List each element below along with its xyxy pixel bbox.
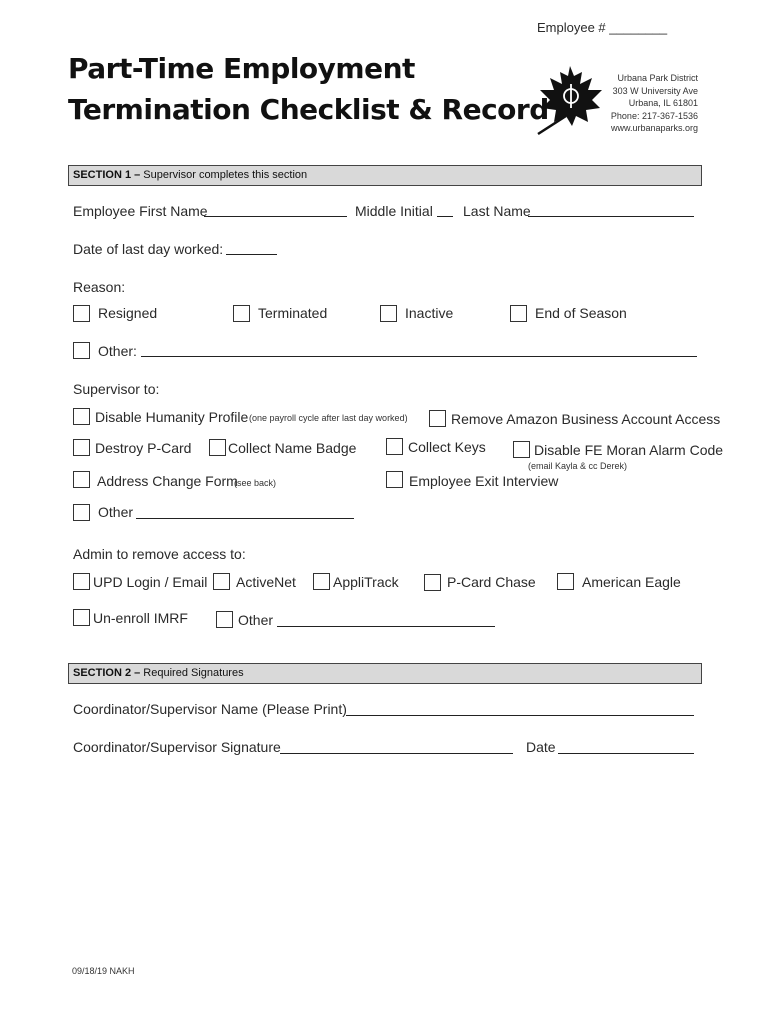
supervisor-to-label: Supervisor to:: [73, 381, 160, 397]
reason-label: Reason:: [73, 279, 126, 295]
reason-end-of-season-checkbox[interactable]: [510, 305, 527, 322]
date-label: Date: [526, 739, 556, 755]
page-title-line1: Part-Time Employment: [68, 52, 415, 85]
first-name-field[interactable]: [204, 216, 347, 217]
supervisor-name-label: Coordinator/Supervisor Name (Please Print): [73, 701, 347, 717]
remove-amazon-label: Remove Amazon Business Account Access: [451, 411, 721, 427]
employee-number-label: Employee # ________: [537, 20, 668, 35]
admin-activenet-label: ActiveNet: [236, 574, 296, 590]
disable-alarm-checkbox[interactable]: [513, 441, 530, 458]
alarm-note: (email Kayla & cc Derek): [528, 461, 628, 471]
org-contact-block: [590, 72, 698, 135]
unenroll-imrf-label: Un-enroll IMRF: [93, 610, 188, 626]
section-2-description: Required Signatures: [140, 667, 244, 679]
reason-other-checkbox[interactable]: [73, 342, 90, 359]
section-1-description: Supervisor completes this section: [140, 169, 308, 181]
page-title-line2: Termination Checklist & Record: [68, 93, 549, 126]
admin-american-eagle-label: American Eagle: [582, 574, 681, 590]
supervisor-signature-label: Coordinator/Supervisor Signature: [73, 739, 281, 755]
admin-pcard-chase-label: P-Card Chase: [447, 574, 536, 590]
supervisor-other-checkbox[interactable]: [73, 504, 90, 521]
reason-terminated-checkbox[interactable]: [233, 305, 250, 322]
unenroll-imrf-checkbox[interactable]: [73, 609, 90, 626]
collect-badge-checkbox[interactable]: [209, 439, 226, 456]
middle-initial-label: Middle Initial: [355, 203, 433, 219]
org-address: 303 W University Ave: [612, 85, 698, 96]
org-city: Urbana, IL 61801: [628, 98, 698, 108]
admin-applitrack-label: AppliTrack: [333, 574, 399, 590]
reason-inactive-checkbox[interactable]: [380, 305, 397, 322]
admin-label: Admin to remove access to:: [73, 546, 246, 562]
section-1-label: SECTION 1 –: [73, 169, 141, 181]
admin-american-eagle-checkbox[interactable]: [557, 573, 574, 590]
disable-alarm-label: Disable FE Moran Alarm Code: [534, 442, 724, 458]
collect-keys-label: Collect Keys: [408, 439, 486, 455]
admin-upd-login-label: UPD Login / Email: [93, 574, 208, 590]
admin-applitrack-checkbox[interactable]: [313, 573, 330, 590]
reason-resigned-checkbox[interactable]: [73, 305, 90, 322]
org-phone: Phone: 217-367-1536: [610, 110, 698, 121]
reason-terminated-label: Terminated: [258, 305, 328, 321]
org-name: Urbana Park District: [617, 73, 698, 83]
middle-initial-field[interactable]: [437, 216, 453, 217]
admin-activenet-checkbox[interactable]: [213, 573, 230, 590]
supervisor-other-field[interactable]: [136, 518, 354, 519]
reason-inactive-label: Inactive: [405, 305, 454, 321]
admin-pcard-chase-checkbox[interactable]: [424, 574, 441, 591]
supervisor-signature-field[interactable]: [280, 753, 513, 754]
disable-humanity-note: (one payroll cycle after last day worked): [249, 413, 408, 423]
section-2-label: SECTION 2 –: [73, 667, 141, 679]
admin-upd-login-checkbox[interactable]: [73, 573, 90, 590]
disable-humanity-checkbox[interactable]: [73, 408, 90, 425]
supervisor-name-field[interactable]: [346, 715, 694, 716]
last-day-field[interactable]: [226, 254, 277, 255]
remove-amazon-checkbox[interactable]: [429, 410, 446, 427]
exit-interview-label: Employee Exit Interview: [409, 473, 559, 489]
reason-other-field[interactable]: [141, 356, 697, 357]
last-day-label: Date of last day worked:: [73, 241, 224, 257]
disable-humanity-label: Disable Humanity Profile: [95, 409, 249, 425]
admin-other-field[interactable]: [277, 626, 495, 627]
first-name-label: Employee First Name: [73, 203, 208, 219]
section-1-heading: [68, 165, 702, 186]
admin-other-checkbox[interactable]: [216, 611, 233, 628]
destroy-pcard-checkbox[interactable]: [73, 439, 90, 456]
collect-keys-checkbox[interactable]: [386, 438, 403, 455]
reason-other-label: Other:: [98, 343, 137, 359]
reason-end-of-season-label: End of Season: [535, 305, 627, 321]
collect-badge-label: Collect Name Badge: [228, 440, 357, 456]
supervisor-other-label: Other: [98, 504, 134, 520]
date-field[interactable]: [558, 753, 694, 754]
last-name-field[interactable]: [528, 216, 694, 217]
destroy-pcard-label: Destroy P-Card: [95, 440, 192, 456]
org-website: www.urbanaparks.org: [610, 123, 698, 133]
reason-resigned-label: Resigned: [98, 305, 158, 321]
revision-footer: 09/18/19 NAKH: [72, 966, 135, 976]
exit-interview-checkbox[interactable]: [386, 471, 403, 488]
address-change-checkbox[interactable]: [73, 471, 90, 488]
address-change-note: (see back): [234, 478, 277, 488]
section-2-heading: [68, 663, 702, 684]
address-change-label: Address Change Form: [97, 473, 238, 489]
last-name-label: Last Name: [463, 203, 531, 219]
admin-other-label: Other: [238, 612, 274, 628]
